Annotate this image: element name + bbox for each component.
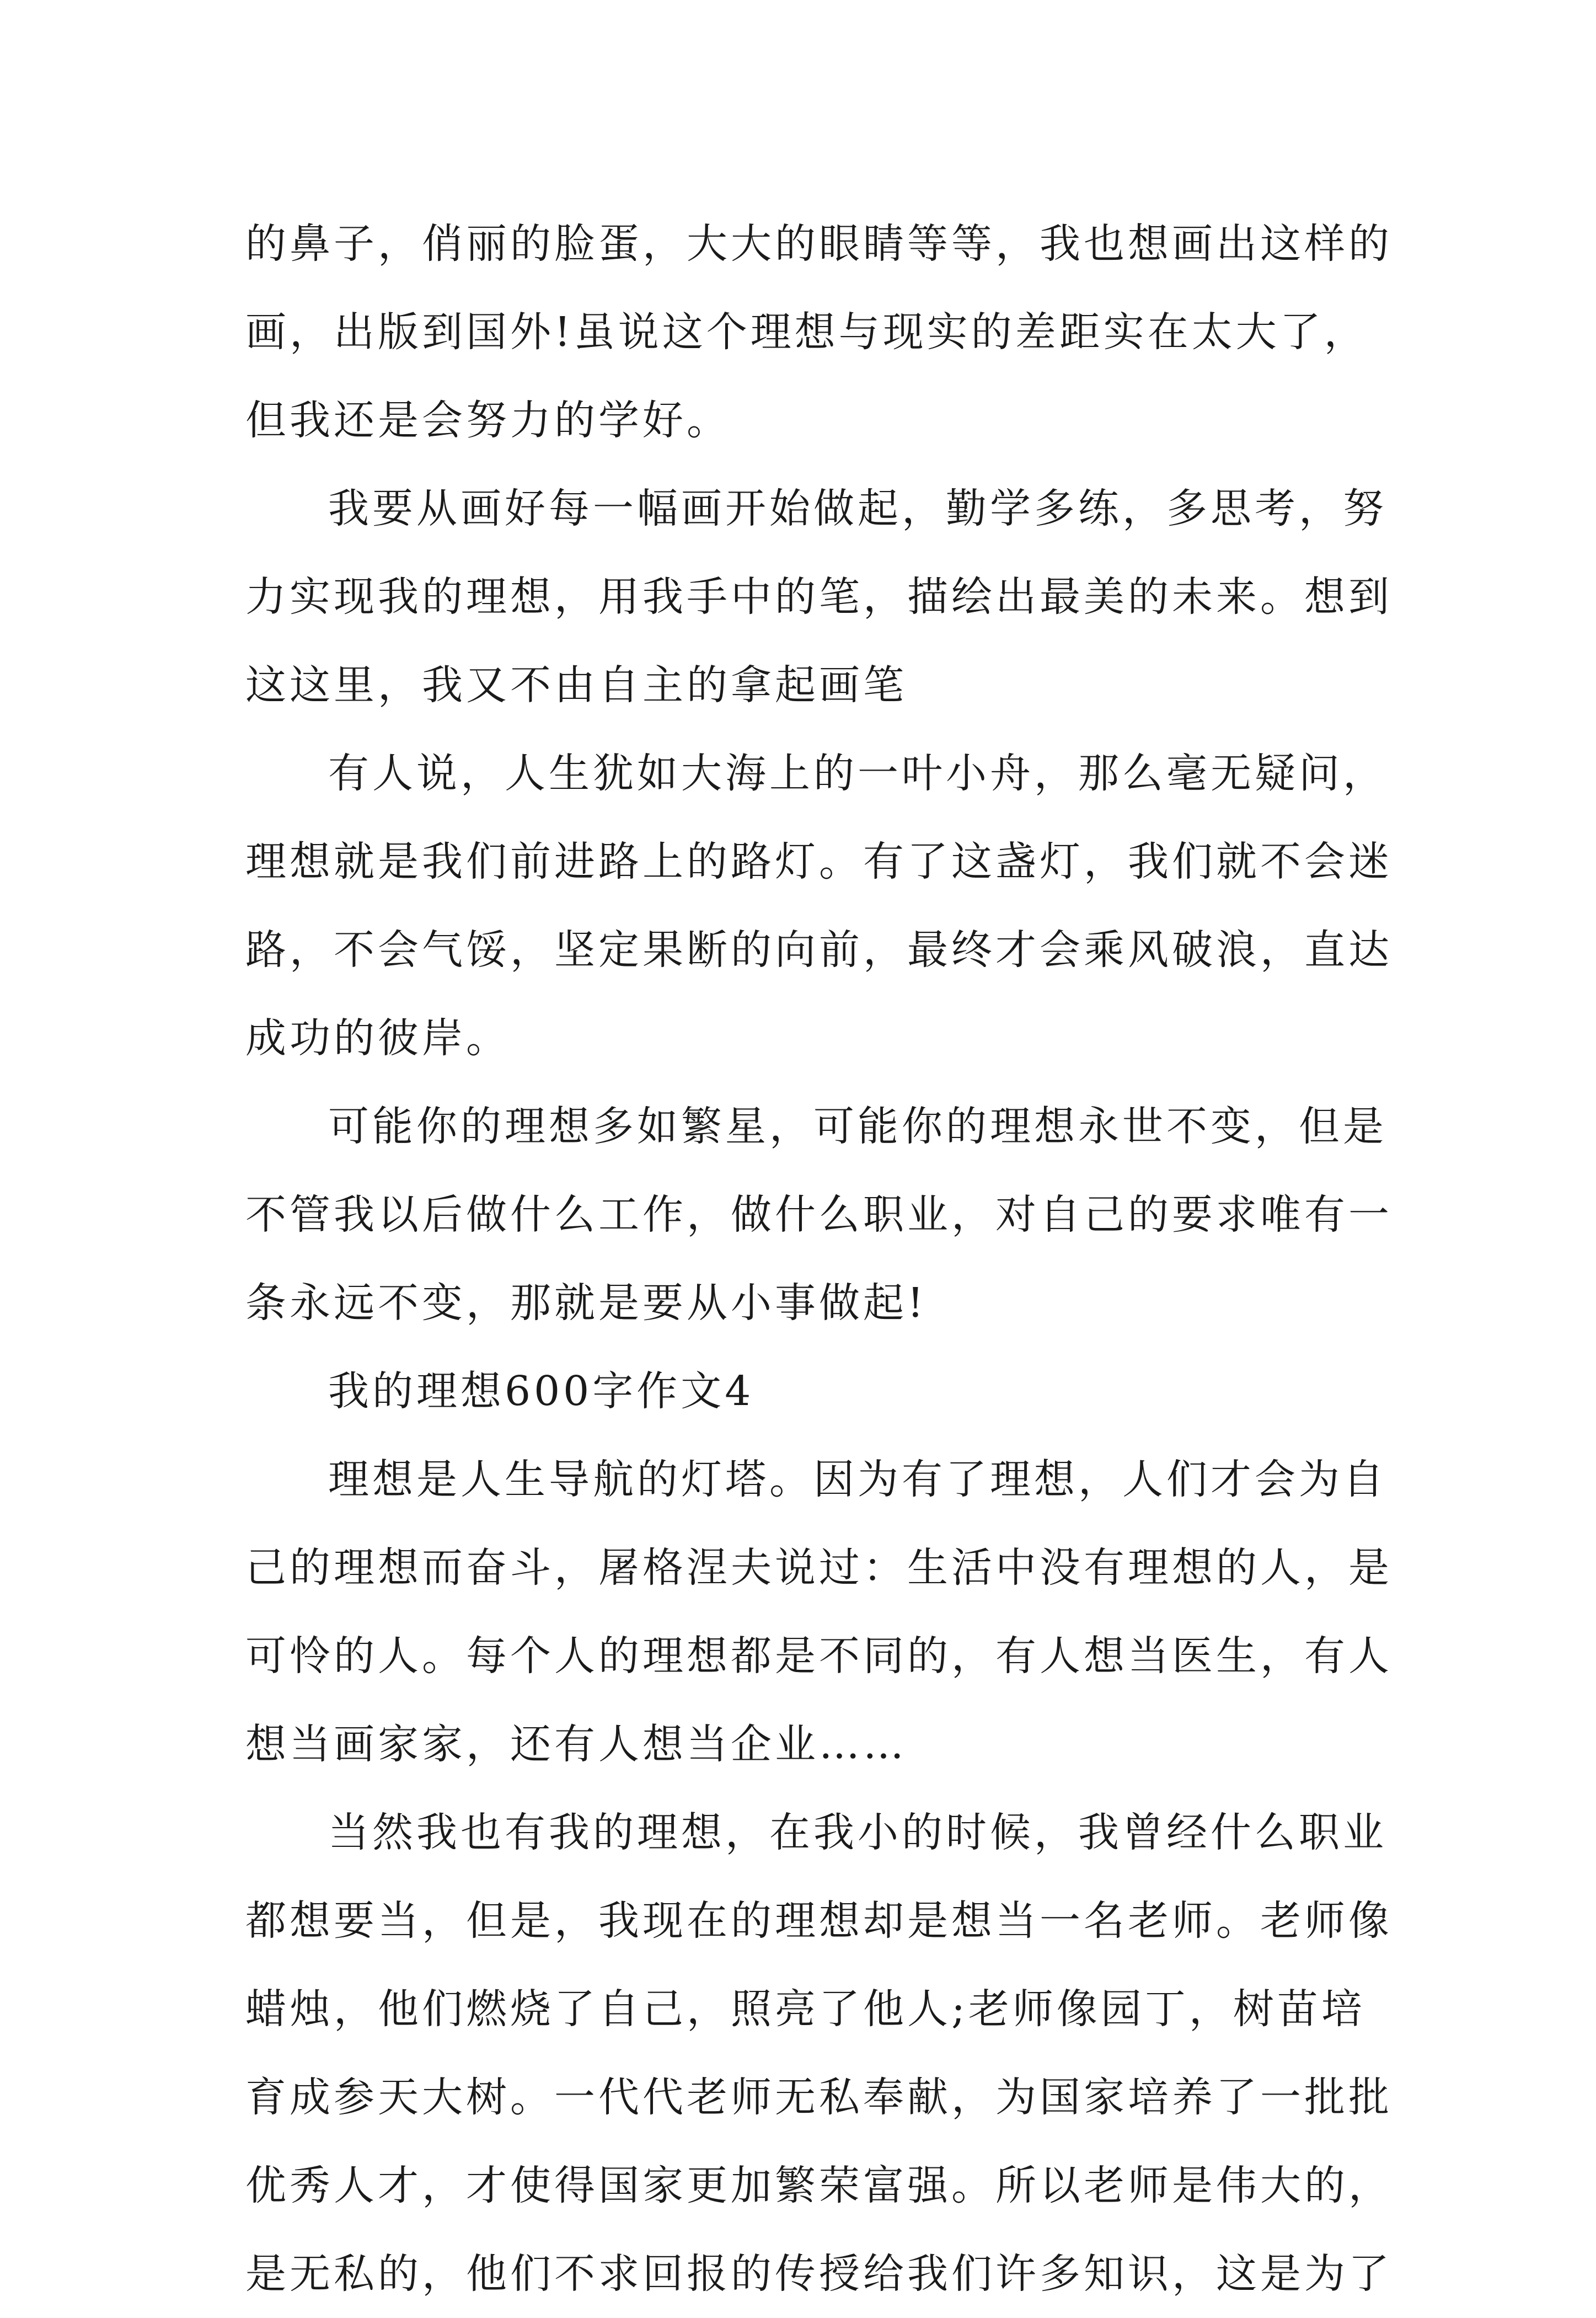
text-line: 成功的彼岸。 (245, 1014, 510, 1062)
paragraph-first-line: 可能你的理想多如繁星，可能你的理想永世不变，但是 (328, 1103, 1387, 1150)
text-line: 的鼻子，俏丽的脸蛋，大大的眼睛等等，我也想画出这样的 (245, 220, 1393, 268)
text-line: 条永远不变，那就是要从小事做起! (245, 1279, 927, 1327)
text-line: 优秀人才，才使得国家更加繁荣富强。所以老师是伟大的， (245, 2162, 1393, 2209)
text-line: 画，出版到国外!虽说这个理想与现实的差距实在太大了， (245, 308, 1368, 356)
text-line: 力实现我的理想，用我手中的笔，描绘出最美的未来。想到 (245, 573, 1393, 621)
paragraph-first-line: 有人说，人生犹如大海上的一叶小舟，那么毫无疑问， (328, 750, 1387, 797)
text-line: 是无私的，他们不求回报的传授给我们许多知识，这是为了 (245, 2250, 1393, 2298)
paragraph-first-line: 理想是人生导航的灯塔。因为有了理想，人们才会为自 (328, 1456, 1387, 1503)
text-line: 但我还是会努力的学好。 (245, 397, 731, 444)
text-line: 这这里，我又不由自主的拿起画笔 (245, 661, 907, 709)
text-line: 育成参天大树。一代代老师无私奉献，为国家培养了一批批 (245, 2074, 1393, 2121)
text-line: 不管我以后做什么工作，做什么职业，对自己的要求唯有一 (245, 1191, 1393, 1238)
text-line: 想当画家家，还有人想当企业…… (245, 1721, 907, 1768)
text-line: 都想要当，但是，我现在的理想却是想当一名老师。老师像 (245, 1897, 1393, 1945)
text-line: 己的理想而奋斗，屠格涅夫说过：生活中没有理想的人，是 (245, 1544, 1393, 1591)
section-heading: 我的理想600字作文4 (328, 1368, 754, 1415)
text-line: 理想就是我们前进路上的路灯。有了这盏灯，我们就不会迷 (245, 838, 1393, 885)
text-line: 蜡烛，他们燃烧了自己，照亮了他人;老师像园丁，树苗培 (245, 1985, 1365, 2033)
text-line: 路，不会气馁，坚定果断的向前，最终才会乘风破浪，直达 (245, 926, 1393, 974)
document-body (245, 200, 1393, 2318)
paragraph-first-line: 我要从画好每一幅画开始做起，勤学多练，多思考，努 (328, 485, 1387, 532)
paragraph-first-line: 当然我也有我的理想，在我小的时候，我曾经什么职业 (328, 1809, 1387, 1856)
text-line: 可怜的人。每个人的理想都是不同的，有人想当医生，有人 (245, 1632, 1393, 1680)
